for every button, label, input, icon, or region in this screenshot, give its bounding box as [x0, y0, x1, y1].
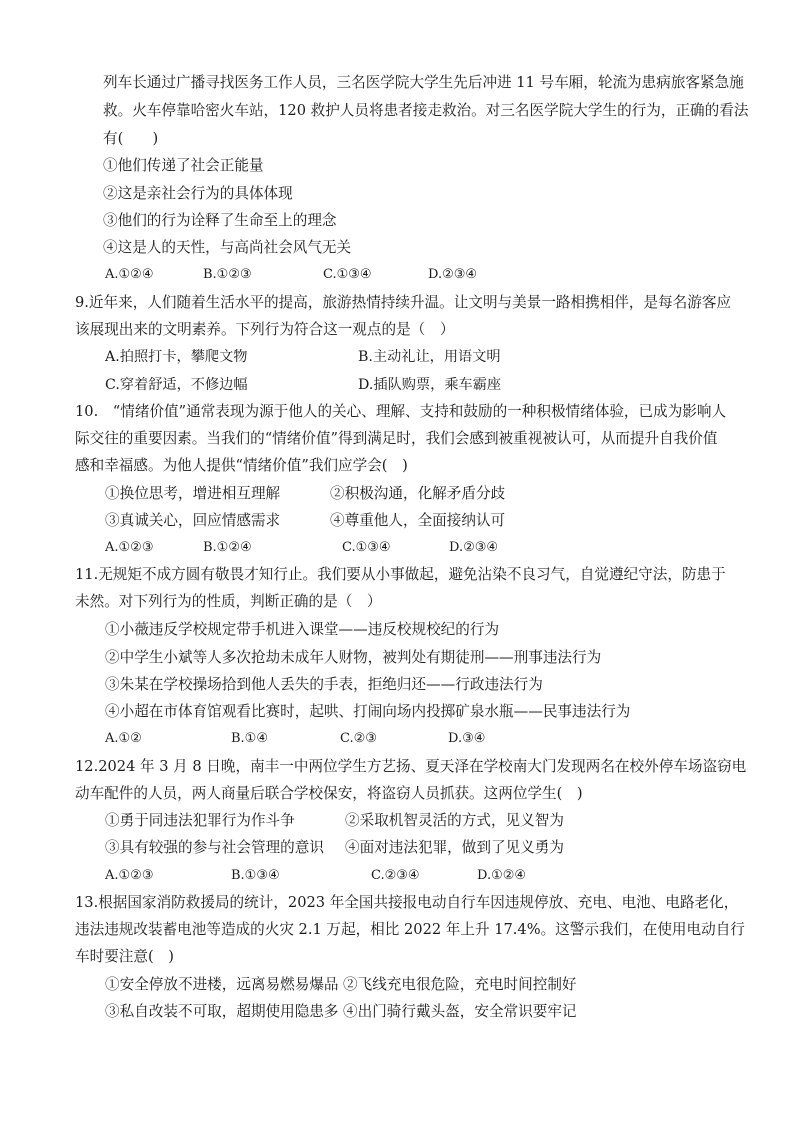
q13-item-1: ①安全停放不进楼，远离易燃易爆品: [105, 976, 339, 993]
q9-option-a: A.拍照打卡，攀爬文物: [105, 349, 248, 365]
q10-stem-line-3: 感和幸福感。为他人提供“情绪价值”我们应学会( ): [75, 457, 408, 474]
q11-stem-line-2: 未然。对下列行为的性质，判断正确的是（ ）: [75, 593, 382, 610]
q10-item-1: ①换位思考，增进相互理解: [105, 485, 281, 502]
q12-item-2: ②采取机智灵活的方式，见义智为: [345, 812, 564, 829]
q11-stem-line-1: 11.无规矩不成方圆有敬畏才知行止。我们要从小事做起，避免沾染不良习气，自觉遵纪守法，防患于: [75, 566, 726, 583]
q9-stem-line-2: 该展现出来的文明素养。下列行为符合这一观点的是（ ）: [75, 321, 455, 338]
q11-item-1: ①小薇违反学校规定带手机进入课堂——违反校规校纪的行为: [105, 621, 500, 638]
q8-stem-line-3: 有( ): [103, 130, 159, 147]
q11-option-d: D.③④: [448, 731, 486, 746]
q8-item-4: ④这是人的天性，与高尚社会风气无关: [103, 239, 352, 256]
q12-option-c: C.②③④: [371, 868, 420, 883]
q9-option-d: D.插队购票，乘车霸座: [358, 377, 502, 393]
q10-option-a: A.①②③: [105, 540, 154, 555]
q9-stem-line-1: 9.近年来，人们随着生活水平的提高，旅游热情持续升温。让文明与美景一路相携相伴，是每名游客应: [75, 294, 732, 311]
q11-item-2: ②中学生小斌等人多次抢劫未成年人财物，被判处有期徒刑——刑事违法行为: [105, 649, 602, 666]
q10-option-c: C.①③④: [342, 540, 391, 555]
q13-stem-line-2: 违法违规改装蓄电池等造成的火灾 2.1 万起，相比 2022 年上升 17.4%。这警示我们，在使用电动自行: [75, 921, 745, 938]
q12-option-a: A.①②③: [105, 868, 154, 883]
q10-stem-line-2: 际交往的重要因素。当我们的“情绪价值”得到满足时，我们会感到被重视被认可，从而提升自我价值: [75, 430, 718, 447]
q12-stem-line-1: 12.2024 年 3 月 8 日晚，南丰一中两位学生方艺扬、夏天泽在学校南大门发现两名在校外停车场盗窃电: [75, 758, 747, 775]
q9-option-c: C.穿着舒适，不修边幅: [105, 377, 248, 393]
q8-item-2: ②这是亲社会行为的具体体现: [103, 185, 293, 202]
q10-option-b: B.①②④: [203, 540, 252, 555]
q11-option-c: C.②③: [340, 731, 377, 746]
q10-item-3: ③真诚关心，回应情感需求: [105, 512, 281, 529]
q13-stem-line-3: 车时要注意( ): [75, 948, 174, 965]
q10-item-4: ④尊重他人，全面接纳认可: [330, 512, 506, 529]
q12-option-d: D.①②④: [477, 868, 527, 883]
q13-item-3: ③私自改装不可取，超期使用隐患多: [105, 1003, 339, 1020]
q12-item-1: ①勇于同违法犯罪行为作斗争: [105, 812, 295, 829]
q12-item-3: ③具有较强的参与社会管理的意识: [105, 839, 324, 856]
q8-option-c: C.①③④: [323, 267, 372, 282]
q12-stem-line-2: 动车配件的人员，两人商量后联合学校保安，将盗窃人员抓获。这两位学生( ): [75, 785, 583, 802]
q11-item-4: ④小超在市体育馆观看比赛时，起哄、打闹向场内投掷矿泉水瓶——民事违法行为: [105, 703, 631, 720]
q13-item-4: ④出门骑行戴头盔，安全常识要牢记: [343, 1003, 577, 1020]
q8-option-d: D.②③④: [428, 267, 478, 282]
q8-option-b: B.①②③: [203, 267, 252, 282]
q13-item-2: ②飞线充电很危险，充电时间控制好: [343, 976, 577, 993]
q11-item-3: ③朱某在学校操场拾到他人丢失的手表，拒绝归还——行政违法行为: [105, 676, 543, 693]
q10-option-d: D.②③④: [449, 540, 499, 555]
q10-item-2: ②积极沟通，化解矛盾分歧: [330, 485, 506, 502]
q8-item-3: ③他们的行为诠释了生命至上的理念: [103, 212, 337, 229]
q13-stem-line-1: 13.根据国家消防救援局的统计，2023 年全国共接报电动自行车因违规停放、充电、电池、电路老化，: [75, 894, 739, 911]
q10-stem-line-1: 10. “情绪价值”通常表现为源于他人的关心、理解、支持和鼓励的一种积极情绪体验，已成为影响人: [75, 403, 727, 420]
q8-stem-line-1: 列车长通过广播寻找医务工作人员，三名医学院大学生先后冲进 11 号车厢，轮流为患病旅客紧急施: [103, 74, 744, 91]
q11-option-b: B.①④: [231, 731, 268, 746]
q11-option-a: A.①②: [105, 731, 142, 746]
q12-item-4: ④面对违法犯罪，做到了见义勇为: [345, 839, 564, 856]
q12-option-b: B.①③④: [231, 868, 280, 883]
q9-option-b: B.主动礼让，用语文明: [358, 349, 501, 365]
q8-item-1: ①他们传递了社会正能量: [103, 157, 264, 174]
q8-stem-line-2: 救。火车停靠哈密火车站，120 救护人员将患者接走救治。对三名医学院大学生的行为，正确的看法: [103, 102, 749, 119]
q8-option-a: A.①②④: [105, 267, 154, 282]
